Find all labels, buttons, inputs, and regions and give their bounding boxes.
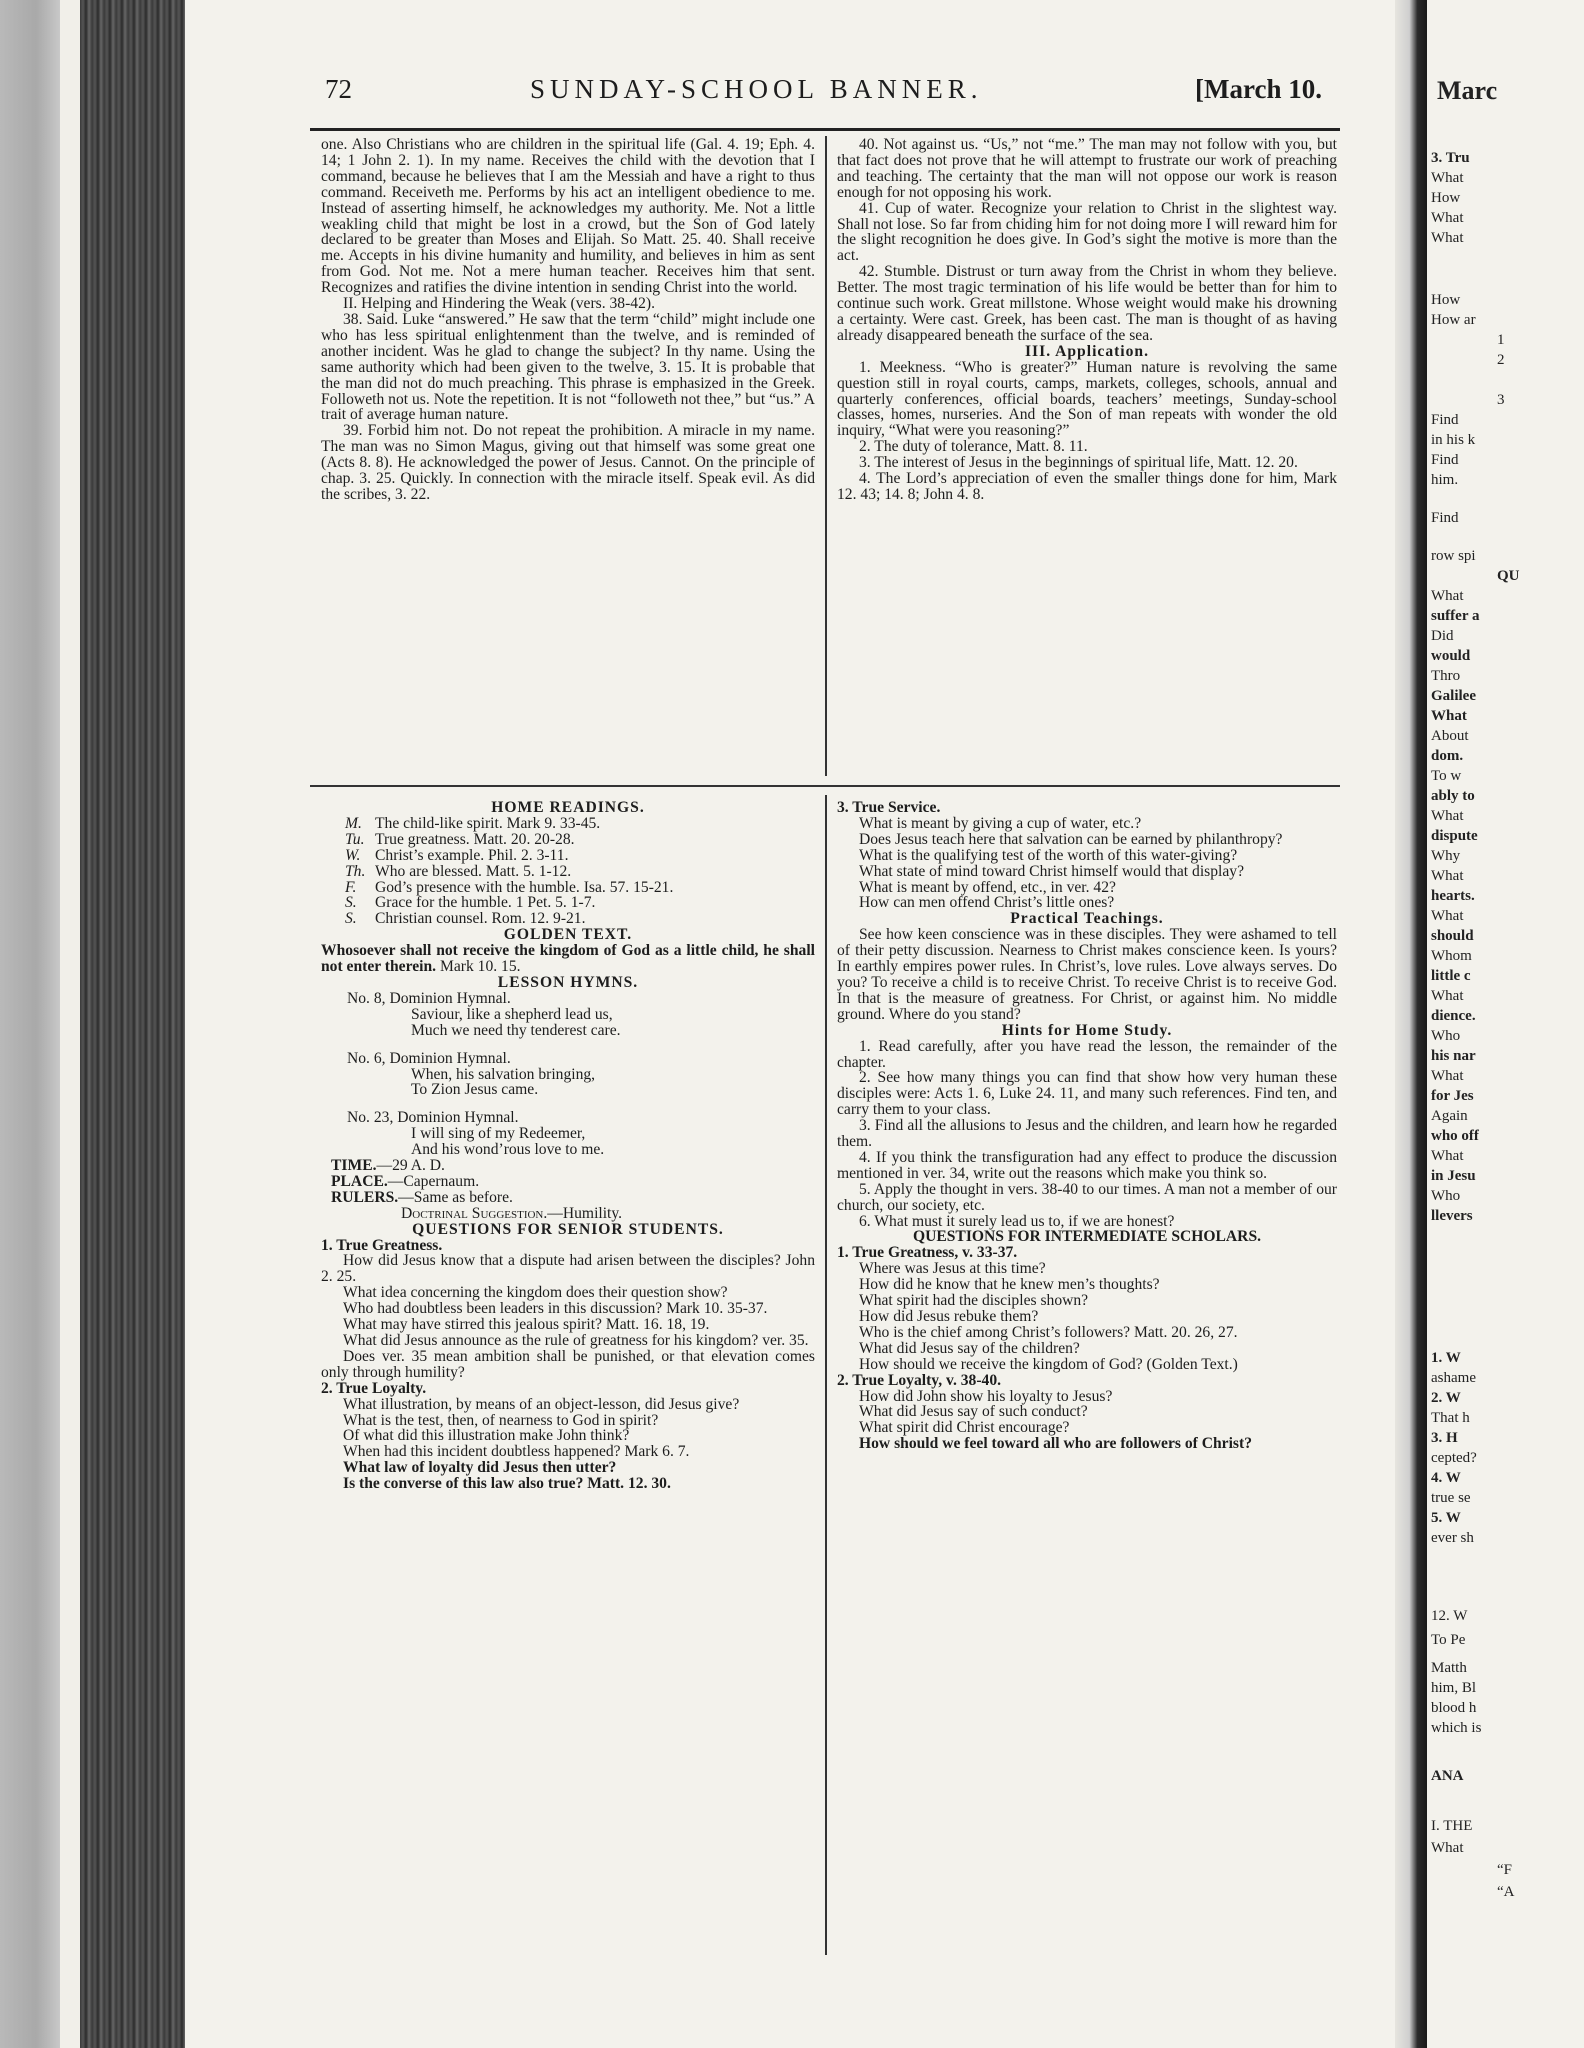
next-page-fragment: his nar xyxy=(1431,1048,1476,1064)
next-page-fragment: “F xyxy=(1497,1862,1512,1878)
next-page-fragment: dom. xyxy=(1431,748,1464,764)
page-header xyxy=(185,74,1395,124)
hymn-source: No. 6, Dominion Hymnal. xyxy=(347,1049,511,1067)
next-page-fragment: What xyxy=(1431,170,1464,186)
commentary-paragraph: 41. Cup of water. Recognize your relation to Christ in the slightest way. Shall not lose. So far from chiding him for not doing more I will reward him for the slight recognition he does give. In God’s sight the motive is more than the act. xyxy=(837,199,1337,265)
lesson-place xyxy=(321,1174,815,1190)
next-page-fragment: him. xyxy=(1431,472,1459,488)
lesson-column-left xyxy=(321,800,815,1492)
next-page-fragment: ashame xyxy=(1431,1370,1476,1386)
next-page-fragment: Galilee xyxy=(1431,688,1476,704)
question: What did Jesus announce as the rule of greatness for his kingdom? ver. 35. xyxy=(343,1332,809,1349)
rulers-value: —Same as before. xyxy=(398,1188,513,1206)
home-readings-heading: HOME READINGS. xyxy=(491,799,645,816)
application-item: 1. Meekness. “Who is greater?” Human nature is revolving the same question still in royal courts, camps, markets, colleges, schools, annual and quarterly conferences, official boards, teachers’ meetings, Sunday-school classes, homes, nurseries. And the Son of man repeats with wonder the old inquiry, “What were you reasoning?” xyxy=(837,358,1337,440)
hymn-line: When, his salvation bringing, xyxy=(411,1065,596,1083)
question: Who is the chief among Christ’s followers? Matt. 20. 26, 27. xyxy=(859,1323,1238,1341)
hymn-line: Saviour, like a shepherd lead us, xyxy=(411,1005,613,1023)
question: What state of mind toward Christ himself would that display? xyxy=(859,862,1245,880)
next-page-fragment: Find xyxy=(1431,412,1459,428)
reading-day: S. xyxy=(345,894,357,912)
question: How should we feel toward all who are followers of Christ? xyxy=(859,1435,1252,1453)
next-page-fragment: 1 xyxy=(1497,332,1505,348)
next-page-fragment: That h xyxy=(1431,1410,1470,1426)
place-value: —Capernaum. xyxy=(387,1172,480,1190)
next-page-fragment: 3. H xyxy=(1431,1430,1458,1446)
question: How can men offend Christ’s little ones? xyxy=(859,894,1115,912)
next-page-fragment: 1. W xyxy=(1431,1350,1461,1366)
next-page-edge xyxy=(1427,0,1584,2048)
column-divider-bottom xyxy=(825,795,827,1955)
reading-text: True greatness. Matt. 20. 20-28. xyxy=(375,830,575,848)
hint-item: 3. Find all the allusions to Jesus and the children, and learn how he regarded them. xyxy=(837,1117,1337,1151)
next-page-fragment: To w xyxy=(1431,768,1462,784)
next-page-fragment: which is xyxy=(1431,1720,1482,1736)
commentary-paragraph: 40. Not against us. “Us,” not “me.” The man may not follow with you, but that fact does not prove that he will attempt to frustrate our work of preaching and teaching. The certainty that the man will not oppose our work is reason enough for not opposing his work. xyxy=(837,136,1337,201)
commentary-paragraph: one. Also Christians who are children in the spiritual life (Gal. 4. 19; Eph. 4. 14; 1 John 2. 1). In my name. Receives the child with the devotion that I command, because he believes that I am the Messiah and have a right to thus command. Receiveth me. Performs by his act an intelligent obedience to me. Instead of asserting himself, he acknowledges my authority. Me. Not a little weakling child that might be lost in a crowd, but the Son of God lately declared to be greater than Moses and Elijah. So Matt. 25. 40. Shall receive me. Accepts in his divine humanity and humility, and believes in him as sent from God. Not me. Not a mere human teacher. Receives him that sent. Recognizes and ratifies the divine intention in sending Christ into the world. xyxy=(321,136,815,297)
hymn-line: Much we need thy tenderest care. xyxy=(411,1021,621,1039)
next-page-fragment: What xyxy=(1431,808,1464,824)
hymn-source: No. 8, Dominion Hymnal. xyxy=(347,989,511,1007)
intermediate-questions-heading: QUESTIONS FOR INTERMEDIATE SCHOLARS. xyxy=(912,1228,1262,1246)
next-page-fragment: llevers xyxy=(1431,1208,1473,1224)
next-page-fragment: in Jesu xyxy=(1431,1168,1476,1184)
hymn-source: No. 23, Dominion Hymnal. xyxy=(347,1109,519,1127)
time-value: —29 A. D. xyxy=(376,1157,445,1175)
page-number: 72 xyxy=(325,74,352,104)
commentary-paragraph: 38. Said. Luke “answered.” He saw that the term “child” might include one who has less spiritual enlightenment than the twelve, and is reminded of another incident. Was he glad to change the subject? In thy name. Using the same authority which had been given to the twelve, 3. 15. It is probable that the man did not do much preaching. This phrase is emphasized in the Greek. Followeth not us. Note the repetition. It is not “followeth not thee,” but “us.” A trait of average human nature. xyxy=(321,310,815,424)
question: How did he know that he knew men’s thoughts? xyxy=(859,1276,1160,1294)
commentary-column-right xyxy=(837,137,1337,503)
next-page-fragment: him, Bl xyxy=(1431,1680,1477,1696)
question: What did Jesus say of the children? xyxy=(859,1339,1080,1357)
next-page-fragment: dience. xyxy=(1431,1008,1476,1024)
next-page-fragment: dispute xyxy=(1431,828,1478,844)
hint-item: 5. Apply the thought in vers. 38-40 to our times. A man not a member of our church, our society, etc. xyxy=(837,1180,1337,1214)
reading-text: God’s presence with the humble. Isa. 57. 15-21. xyxy=(375,878,674,896)
question: Of what did this illustration make John think? xyxy=(343,1427,630,1445)
next-page-fragment: Find xyxy=(1431,452,1459,468)
next-page-fragment: Matth xyxy=(1431,1660,1467,1676)
time-label: TIME. xyxy=(331,1157,377,1175)
next-page-fragment: ever sh xyxy=(1431,1530,1474,1546)
next-page-fragment: Whom xyxy=(1431,948,1472,964)
senior-questions-heading: QUESTIONS FOR SENIOR STUDENTS. xyxy=(412,1220,724,1238)
next-page-fragment: Thro xyxy=(1431,668,1461,684)
next-page-fragment: Who xyxy=(1431,1028,1461,1044)
hint-item: 6. What must it surely lead us to, if we are honest? xyxy=(859,1212,1175,1230)
next-page-fragment: What xyxy=(1431,868,1464,884)
next-page-fragment: What xyxy=(1431,230,1464,246)
question: What is the qualifying test of the worth of this water-giving? xyxy=(859,846,1238,864)
reading-item xyxy=(321,880,815,896)
question: What law of loyalty did Jesus then utter? xyxy=(343,1459,617,1477)
next-page-fragment: 12. W xyxy=(1431,1608,1468,1624)
hints-heading: Hints for Home Study. xyxy=(1001,1021,1173,1039)
reading-day: Th. xyxy=(345,862,366,880)
reading-text: Grace for the humble. 1 Pet. 5. 1-7. xyxy=(375,894,596,912)
next-page-fragment: What xyxy=(1431,988,1464,1004)
book-binding xyxy=(80,0,185,2048)
doctrinal-value: —Humility. xyxy=(547,1204,623,1222)
reading-item xyxy=(321,848,815,864)
next-page-fragment: 2 xyxy=(1497,352,1505,368)
page-gutter xyxy=(1395,0,1427,2048)
next-page-fragment: Marc xyxy=(1437,76,1498,105)
page-date: [March 10. xyxy=(1195,74,1322,104)
hymn-line: And his wond’rous love to me. xyxy=(411,1141,605,1159)
reading-text: Who are blessed. Matt. 5. 1-12. xyxy=(375,862,572,880)
question: When had this incident doubtless happened? Mark 6. 7. xyxy=(343,1443,690,1461)
next-page-fragment: How ar xyxy=(1431,312,1476,328)
next-page-fragment: ANA xyxy=(1431,1768,1464,1784)
lesson-time xyxy=(321,1158,815,1174)
next-page-fragment: What xyxy=(1431,210,1464,226)
next-page-fragment: What xyxy=(1431,1068,1464,1084)
lesson-column-right xyxy=(837,800,1337,1452)
header-rule xyxy=(310,128,1340,131)
reading-day: Tu. xyxy=(345,830,365,848)
intermediate-section-title: 1. True Greatness, v. 33-37. xyxy=(837,1244,1018,1262)
question: Is the converse of this law also true? Matt. 12. 30. xyxy=(343,1475,671,1493)
lesson-hymns-heading: LESSON HYMNS. xyxy=(497,973,639,991)
next-page-fragment: cepted? xyxy=(1431,1450,1477,1466)
page xyxy=(185,0,1395,2048)
next-page-fragment: 4. W xyxy=(1431,1470,1461,1486)
golden-text-heading: GOLDEN TEXT. xyxy=(503,926,633,944)
practical-text: See how keen conscience was in these disciples. They were ashamed to tell of their petty discussion. Nearness to Christ makes conscience keen. Is yours? In earthly empires power rules. In Christ’s, love rules. Love always serves. Do you? To receive a child is to receive Christ. To receive Christ is to receive God. In that is the measure of greatness. For Christ, or against him. No middle ground. Where do you stand? xyxy=(837,926,1337,1023)
next-page-fragment: What xyxy=(1431,588,1464,604)
reading-day: F. xyxy=(345,878,357,896)
next-page-fragment: What xyxy=(1431,1148,1464,1164)
intermediate-section-title: 2. True Loyalty, v. 38-40. xyxy=(837,1371,1002,1389)
hint-item: 2. See how many things you can find that show how very human these disciples were: Acts 1. 6, Luke 24. 11, and many such references. Find ten, and carry them to your class. xyxy=(837,1069,1337,1119)
question: What idea concerning the kingdom does their question show? xyxy=(343,1284,728,1302)
reading-day: M. xyxy=(345,814,362,832)
reading-text: Christian counsel. Rom. 12. 9-21. xyxy=(375,910,586,928)
next-page-fragment: for Jes xyxy=(1431,1088,1474,1104)
next-page-fragment: Why xyxy=(1431,848,1461,864)
next-page-fragment: I. THE xyxy=(1431,1818,1473,1834)
next-page-fragment: “A xyxy=(1497,1884,1515,1900)
next-page-fragment: blood h xyxy=(1431,1700,1477,1716)
question: What is meant by offend, etc., in ver. 42? xyxy=(859,878,1116,896)
rulers-label: RULERS. xyxy=(331,1188,399,1206)
question: What spirit had the disciples shown? xyxy=(859,1292,1089,1310)
reading-day: W. xyxy=(345,846,361,864)
reading-day: S. xyxy=(345,910,357,928)
question: What may have stirred this jealous spirit? Matt. 16. 18, 19. xyxy=(343,1316,710,1334)
service-section-title: 3. True Service. xyxy=(837,799,941,816)
scan-margin xyxy=(0,0,60,2048)
next-page-fragment: Find xyxy=(1431,510,1459,526)
section-divider xyxy=(310,785,1340,787)
next-page-fragment: little c xyxy=(1431,968,1471,984)
hint-item: 1. Read carefully, after you have read the lesson, the remainder of the chapter. xyxy=(837,1037,1337,1071)
page-title: SUNDAY-SCHOOL BANNER. xyxy=(530,74,983,104)
reading-text: Christ’s example. Phil. 2. 3-11. xyxy=(375,846,569,864)
next-page-fragment: hearts. xyxy=(1431,888,1475,904)
reading-item xyxy=(321,911,815,927)
commentary-paragraph: 42. Stumble. Distrust or turn away from the Christ in whom they believe. Better. The most tragic termination of his life would be better than for him to continue such work. Great millstone. Whose weight would make his drowning a certainty. Were cast. Greek, has been cast. The man is thought of as having already disappeared beneath the surface of the sea. xyxy=(837,263,1337,344)
application-item: 4. The Lord’s appreciation of even the smaller things done for him, Mark 12. 43; 14. 8; John 4. 8. xyxy=(837,470,1337,503)
next-page-fragment: What xyxy=(1431,708,1467,724)
next-page-fragment: true se xyxy=(1431,1490,1471,1506)
lesson-rulers xyxy=(321,1190,815,1206)
next-page-fragment: 3 xyxy=(1497,392,1505,408)
application-item: 3. The interest of Jesus in the beginnings of spiritual life, Matt. 12. 20. xyxy=(859,454,1298,472)
golden-text-ref: Mark 10. 15. xyxy=(439,958,521,976)
next-page-fragment: ably to xyxy=(1431,788,1475,804)
next-page-fragment: What xyxy=(1431,1840,1464,1856)
place-label: PLACE. xyxy=(331,1172,388,1190)
next-page-fragment: who off xyxy=(1431,1128,1479,1144)
reading-text: The child-like spirit. Mark 9. 33-45. xyxy=(375,814,601,832)
next-page-fragment: 3. Tru xyxy=(1431,150,1470,166)
doctrinal-suggestion xyxy=(321,1206,815,1222)
hint-item: 4. If you think the transfiguration had any effect to produce the discussion mentioned in ver. 34, write out the reasons which make you think so. xyxy=(837,1148,1337,1182)
next-page-fragment: How xyxy=(1431,190,1461,206)
commentary-paragraph: 39. Forbid him not. Do not repeat the prohibition. A miracle in my name. The man was no Simon Magus, giving out that himself was some great one (Acts 8. 8). He acknowledged the power of Jesus. Cannot. On the principle of chap. 3. 25. Quickly. In connection with the miracle itself. Speak evil. As did the scribes, 3. 22. xyxy=(321,422,815,503)
senior-section-title: 1. True Greatness. xyxy=(321,1236,443,1254)
next-page-fragment: To Pe xyxy=(1431,1632,1466,1648)
application-item: 2. The duty of tolerance, Matt. 8. 11. xyxy=(859,438,1088,456)
next-page-fragment: QU xyxy=(1497,568,1520,584)
senior-section-title: 2. True Loyalty. xyxy=(321,1379,427,1397)
reading-item xyxy=(321,832,815,848)
next-page-fragment: suffer a xyxy=(1431,608,1480,624)
hymn-line: To Zion Jesus came. xyxy=(411,1081,539,1099)
question: Does ver. 35 mean ambition shall be punished, or that elevation comes only through humility? xyxy=(321,1347,815,1381)
question: How did Jesus rebuke them? xyxy=(859,1308,1039,1325)
golden-text-body: Whosoever shall not receive the kingdom of God as a little child, he shall not enter therein. xyxy=(321,942,815,976)
next-page-fragment: would xyxy=(1431,648,1471,664)
hymn-line: I will sing of my Redeemer, xyxy=(411,1125,586,1143)
question: How did John show his loyalty to Jesus? xyxy=(859,1387,1113,1405)
golden-text xyxy=(321,943,815,975)
next-page-fragment: Did xyxy=(1431,628,1454,644)
column-divider-top xyxy=(825,136,827,776)
reading-item xyxy=(321,895,815,911)
reading-item xyxy=(321,816,815,832)
next-page-fragment: in his k xyxy=(1431,432,1476,448)
next-page-fragment: Who xyxy=(1431,1188,1461,1204)
question: How should we receive the kingdom of God? (Golden Text.) xyxy=(859,1355,1238,1373)
doctrinal-label: Doctrinal Suggestion. xyxy=(401,1204,548,1222)
next-page-fragment: How xyxy=(1431,292,1461,308)
next-page-fragment: What xyxy=(1431,908,1464,924)
application-heading: III. Application. xyxy=(1024,342,1150,360)
question: How did Jesus know that a dispute had arisen between the disciples? John 2. 25. xyxy=(321,1252,815,1286)
reading-item xyxy=(321,864,815,880)
question: Who had doubtless been leaders in this discussion? Mark 10. 35-37. xyxy=(343,1300,768,1318)
question: What illustration, by means of an object-lesson, did Jesus give? xyxy=(343,1395,740,1413)
commentary-column-left xyxy=(321,137,815,503)
next-page-fragment: should xyxy=(1431,928,1474,944)
next-page-fragment: 5. W xyxy=(1431,1510,1461,1526)
question: What did Jesus say of such conduct? xyxy=(859,1403,1088,1421)
question: Where was Jesus at this time? xyxy=(859,1260,1046,1278)
next-page-fragment: Again xyxy=(1431,1108,1468,1124)
question: What is meant by giving a cup of water, etc.? xyxy=(859,814,1142,832)
next-page-fragment: row spi xyxy=(1431,548,1476,564)
section-heading-ii: II. Helping and Hindering the Weak (vers. 38-42). xyxy=(343,295,655,313)
question: Does Jesus teach here that salvation can be earned by philanthropy? xyxy=(859,830,1283,848)
next-page-fragment: 2. W xyxy=(1431,1390,1461,1406)
next-page-fragment: About xyxy=(1431,728,1469,744)
question: What spirit did Christ encourage? xyxy=(859,1419,1070,1437)
question: What is the test, then, of nearness to God in spirit? xyxy=(343,1411,659,1429)
practical-heading: Practical Teachings. xyxy=(1010,910,1164,928)
